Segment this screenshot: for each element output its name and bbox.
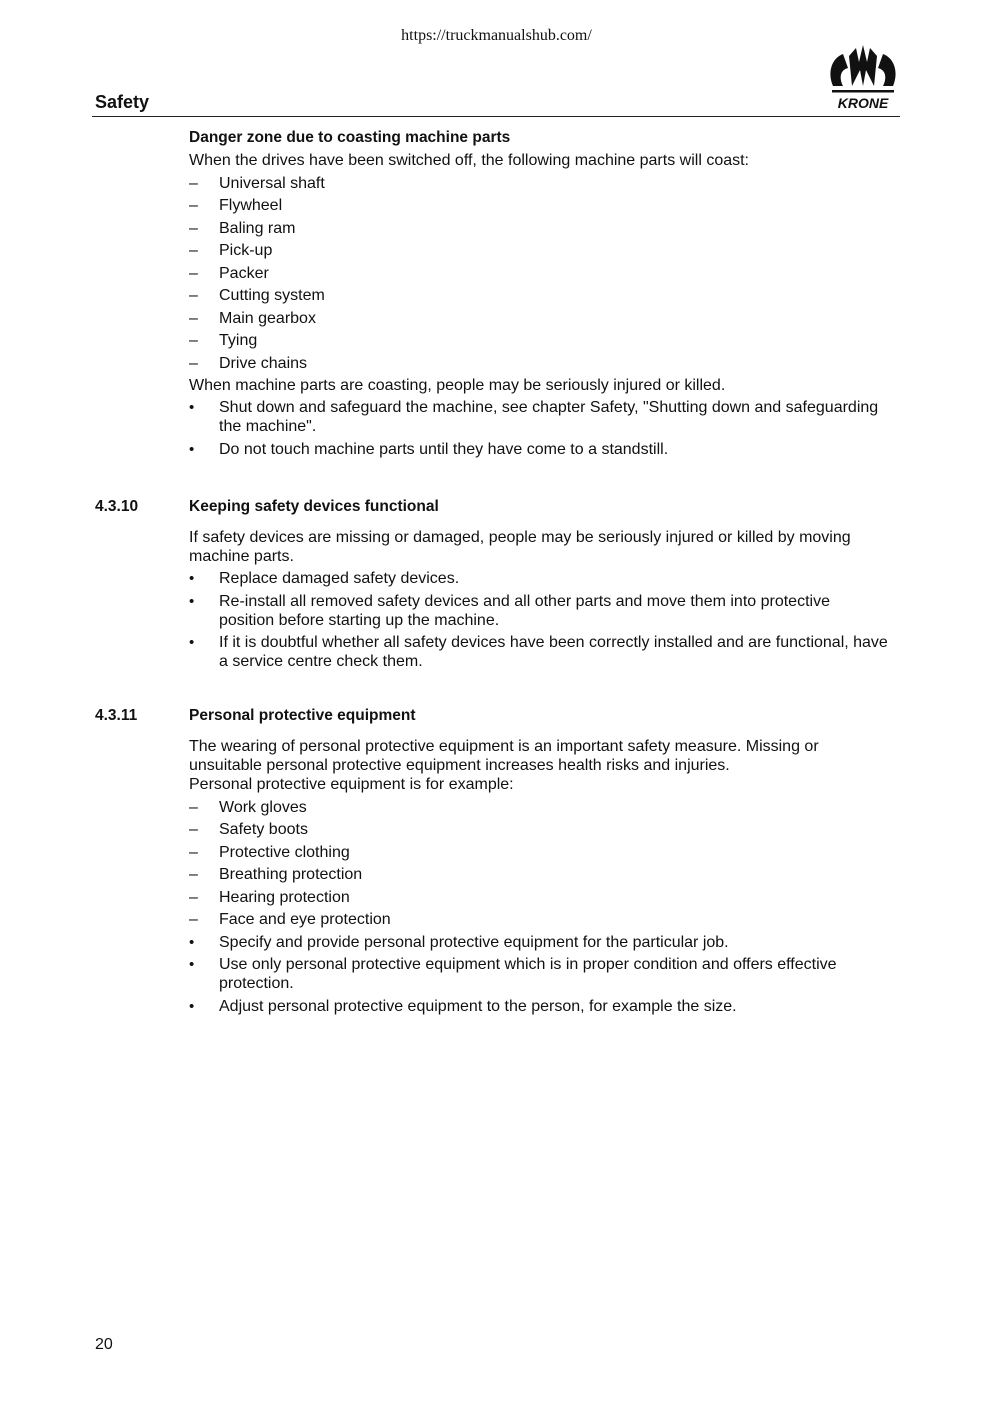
list-item-text: Shut down and safeguard the machine, see chapter Safety, "Shutting down and safeguarding the machine".	[219, 399, 879, 435]
list-item	[189, 843, 889, 862]
list-item-text: Tying	[219, 332, 258, 349]
dash-marker: –	[189, 309, 198, 327]
bullet-marker: •	[189, 997, 195, 1015]
chapter-title: Safety	[95, 92, 150, 112]
bullet-marker: •	[189, 956, 195, 973]
list-item-text: Replace damaged safety devices.	[219, 570, 460, 587]
list-item-text: Hearing protection	[219, 888, 350, 906]
coasting-warning: When machine parts are coasting, people may be seriously injured or killed.	[189, 376, 726, 394]
list-item	[189, 264, 889, 283]
coasting-actions-list	[189, 398, 889, 459]
list-item-text: Universal shaft	[219, 174, 325, 192]
list-item-text: Baling ram	[219, 219, 296, 237]
section-4-3-10	[95, 497, 889, 672]
dash-marker: –	[189, 332, 198, 349]
dash-marker: –	[189, 264, 198, 282]
list-item	[189, 219, 889, 238]
list-item	[189, 592, 889, 630]
dash-marker: –	[189, 798, 198, 816]
list-item-text: Face and eye protection	[219, 911, 391, 928]
section-4-3-11-text2: Personal protective equipment is for example:	[189, 776, 514, 793]
list-item	[189, 398, 889, 436]
dash-marker: –	[189, 911, 198, 928]
list-item	[189, 633, 889, 671]
list-item-text: Cutting system	[219, 287, 325, 304]
list-item-text: Drive chains	[219, 354, 308, 372]
list-item-text: Main gearbox	[219, 309, 316, 327]
ppe-actions-list	[189, 933, 889, 1016]
bullet-marker: •	[189, 592, 195, 610]
list-item-text: Packer	[219, 264, 269, 282]
list-item	[189, 798, 889, 817]
list-item	[189, 174, 889, 193]
list-item-text: Flywheel	[219, 197, 283, 214]
list-item-text: Protective clothing	[219, 843, 350, 861]
list-item-text: Pick-up	[219, 242, 273, 259]
bullet-marker: •	[189, 933, 195, 951]
logo-text: KRONE	[837, 95, 889, 111]
list-item	[189, 354, 889, 373]
list-item-text: If it is doubtful whether all safety devices have been correctly installed and are functional, have a service centre check them.	[219, 634, 888, 670]
section-4-3-10-title: Keeping safety devices functional	[189, 497, 439, 515]
list-item	[189, 440, 889, 459]
list-item	[189, 309, 889, 328]
ppe-examples-list	[189, 798, 889, 930]
coasting-section	[189, 128, 889, 459]
page-number: 20	[95, 1336, 113, 1353]
dash-marker: –	[189, 843, 198, 861]
list-item	[189, 997, 889, 1016]
list-item	[189, 888, 889, 907]
dash-marker: –	[189, 242, 198, 259]
coasting-lead: When the drives have been switched off, the following machine parts will coast:	[189, 152, 749, 169]
dash-marker: –	[189, 354, 198, 372]
list-item	[189, 933, 889, 952]
dash-marker: –	[189, 287, 198, 304]
list-item	[189, 865, 889, 884]
list-item	[189, 569, 889, 588]
list-item	[189, 955, 889, 993]
dash-marker: –	[189, 219, 198, 237]
section-4-3-11-title: Personal protective equipment	[189, 707, 416, 724]
bullet-marker: •	[189, 399, 195, 416]
bullet-marker: •	[189, 440, 195, 458]
page-content	[95, 128, 889, 1016]
source-url: https://truckmanualshub.com/	[401, 27, 592, 44]
bullet-marker: •	[189, 634, 195, 651]
coasting-parts-list	[189, 174, 889, 373]
dash-marker: –	[189, 821, 198, 838]
list-item-text: Safety boots	[219, 821, 308, 838]
list-item-text: Work gloves	[219, 798, 307, 816]
section-4-3-10-actions	[189, 569, 889, 671]
dash-marker: –	[189, 888, 198, 906]
dash-marker: –	[189, 197, 198, 214]
list-item	[189, 820, 889, 839]
header-rule	[92, 116, 900, 117]
list-item-text: Re-install all removed safety devices and all other parts and move them into protective position before starting up the machine.	[219, 592, 830, 629]
list-item	[189, 910, 889, 929]
section-4-3-11-number: 4.3.11	[95, 707, 138, 724]
list-item-text: Adjust personal protective equipment to the person, for example the size.	[219, 997, 737, 1015]
section-4-3-11	[95, 706, 889, 1016]
list-item-text: Specify and provide personal protective equipment for the particular job.	[219, 933, 729, 951]
section-4-3-11-heading	[95, 706, 889, 725]
coasting-title: Danger zone due to coasting machine parts	[189, 129, 511, 146]
list-item-text: Do not touch machine parts until they have come to a standstill.	[219, 440, 669, 458]
list-item-text: Use only personal protective equipment which is in proper condition and offers effective protection.	[219, 956, 837, 992]
krone-logo	[826, 42, 900, 114]
list-item-text: Breathing protection	[219, 866, 363, 883]
section-4-3-11-text1: The wearing of personal protective equipment is an important safety measure. Missing or unsuitable personal protective equipment increases health risks and injuries.	[189, 738, 819, 774]
dash-marker: –	[189, 866, 198, 883]
list-item	[189, 286, 889, 305]
section-4-3-10-text: If safety devices are missing or damaged, people may be seriously injured or killed by moving machine parts.	[189, 528, 851, 565]
list-item	[189, 331, 889, 350]
section-4-3-10-heading	[95, 497, 889, 516]
bullet-marker: •	[189, 570, 195, 587]
list-item	[189, 196, 889, 215]
list-item	[189, 241, 889, 260]
dash-marker: –	[189, 174, 198, 192]
section-4-3-10-number: 4.3.10	[95, 497, 139, 515]
